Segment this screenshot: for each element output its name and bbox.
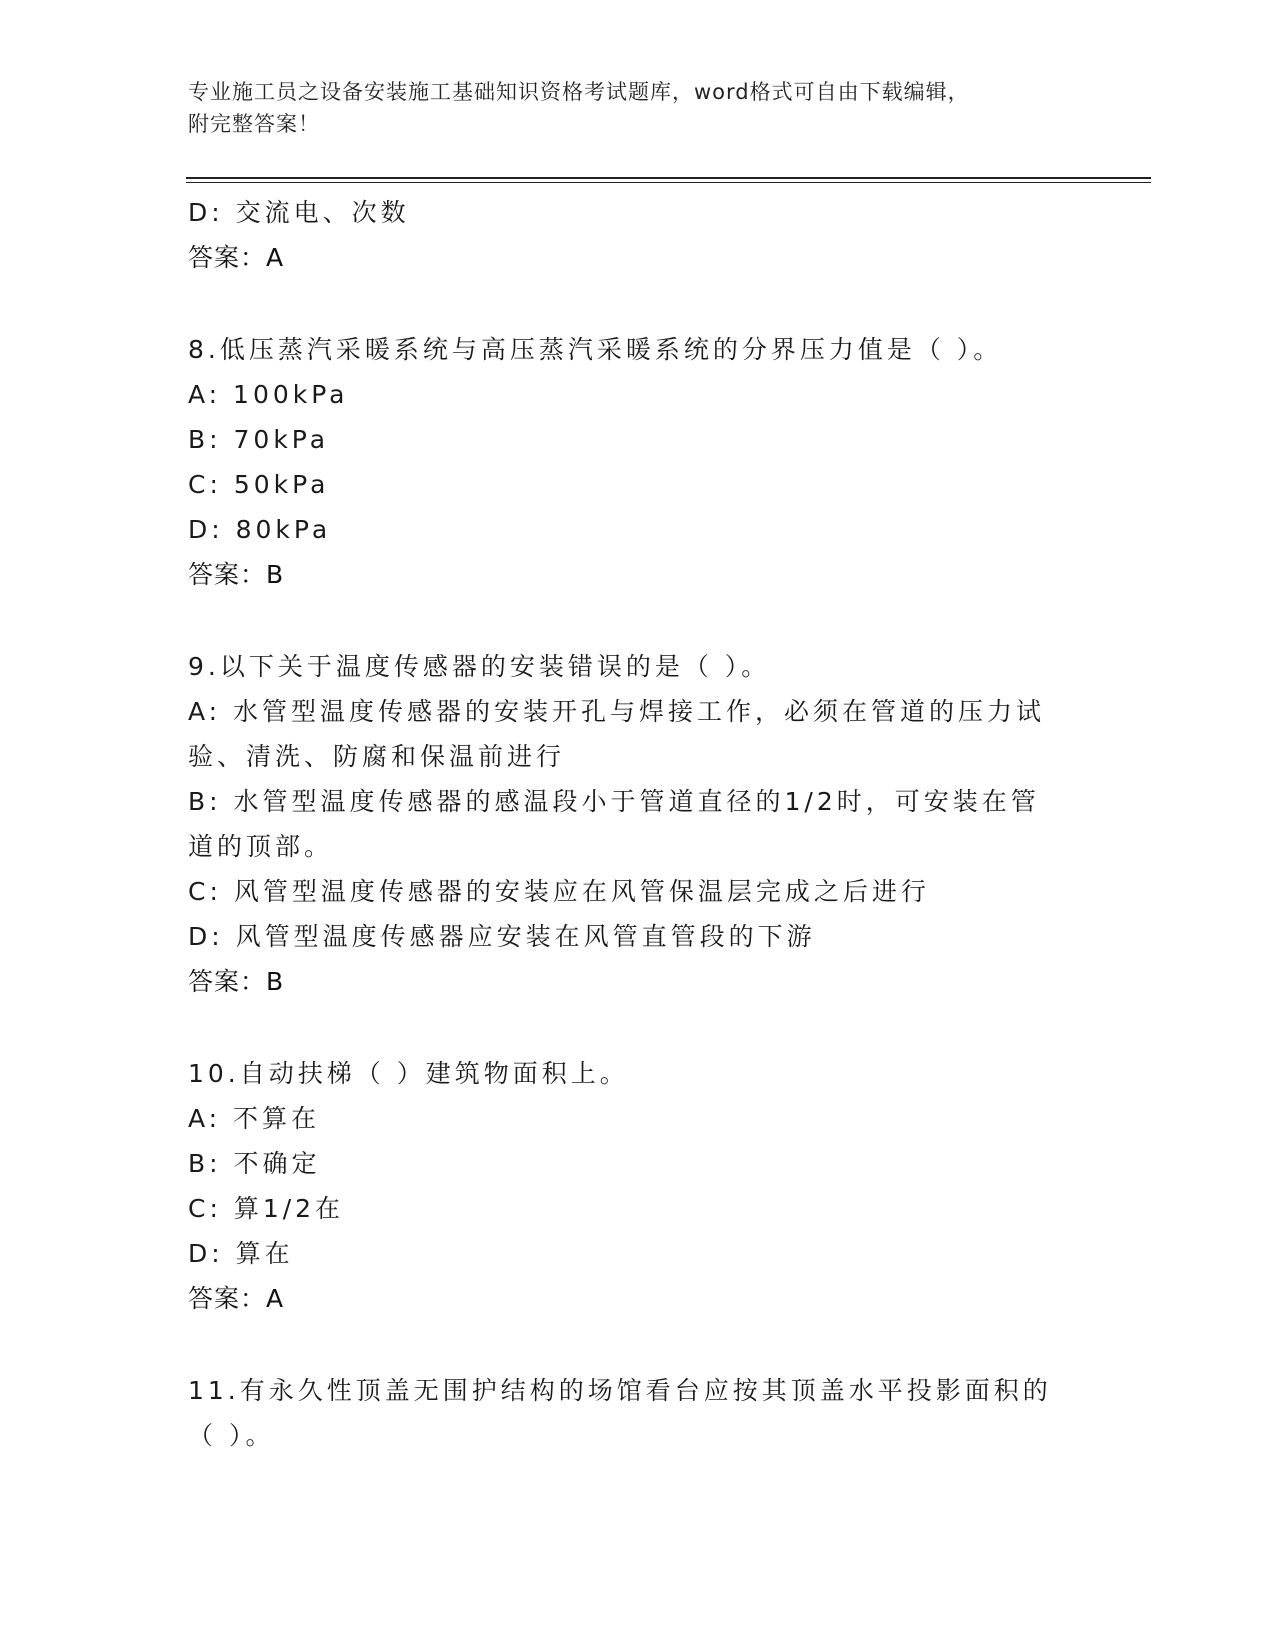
option-d: D: 风管型温度传感器应安装在风管直管段的下游 — [188, 922, 816, 951]
option-b: B: 水管型温度传感器的感温段小于管道直径的1/2时，可安装在管道的顶部。 — [188, 787, 1040, 861]
option-c: C: 算1/2在 — [188, 1194, 345, 1223]
question-stem: 11.有永久性顶盖无围护结构的场馆看台应按其顶盖水平投影面积的（ ）。 — [188, 1376, 1052, 1450]
spacer — [188, 597, 1068, 644]
answer-line: 答案：B — [188, 560, 285, 589]
option-a: A: 100kPa — [188, 380, 349, 409]
question-stem: 9.以下关于温度传感器的安装错误的是（ ）。 — [188, 652, 771, 681]
answer-line: 答案：B — [188, 967, 285, 996]
spacer — [188, 280, 1068, 327]
answer-line: 答案：A — [188, 243, 285, 272]
header-divider-thin — [186, 182, 1151, 183]
question-8 — [188, 327, 1068, 597]
question-11 — [188, 1368, 1068, 1458]
option-c: C: 风管型温度传感器的安装应在风管保温层完成之后进行 — [188, 877, 930, 906]
answer-line: 答案：A — [188, 1284, 285, 1313]
spacer — [188, 1004, 1068, 1051]
header-line-1: 专业施工员之设备安装施工基础知识资格考试题库，word格式可自由下载编辑， — [188, 80, 970, 104]
document-header — [188, 76, 1088, 140]
spacer — [188, 1321, 1068, 1368]
question-stem: 10.自动扶梯（ ）建筑物面积上。 — [188, 1059, 629, 1088]
option-c: C: 50kPa — [188, 470, 330, 499]
question-stem: 8.低压蒸汽采暖系统与高压蒸汽采暖系统的分界压力值是（ ）。 — [188, 335, 1003, 364]
option-b: B: 不确定 — [188, 1149, 321, 1178]
question-list — [188, 190, 1068, 1458]
option-a: A: 水管型温度传感器的安装开孔与焊接工作，必须在管道的压力试验、清洗、防腐和保温前进行 — [188, 697, 1046, 771]
header-line-2: 附完整答案！ — [188, 112, 320, 136]
option-a: A: 不算在 — [188, 1104, 321, 1133]
option-d: D: 80kPa — [188, 515, 332, 544]
option-b: B: 70kPa — [188, 425, 330, 454]
question-fragment — [188, 190, 1068, 280]
option-d: D: 算在 — [188, 1239, 294, 1268]
header-divider-thick — [186, 177, 1151, 179]
question-10 — [188, 1051, 1068, 1321]
question-9 — [188, 644, 1068, 1004]
option-d: D: 交流电、次数 — [188, 198, 410, 227]
